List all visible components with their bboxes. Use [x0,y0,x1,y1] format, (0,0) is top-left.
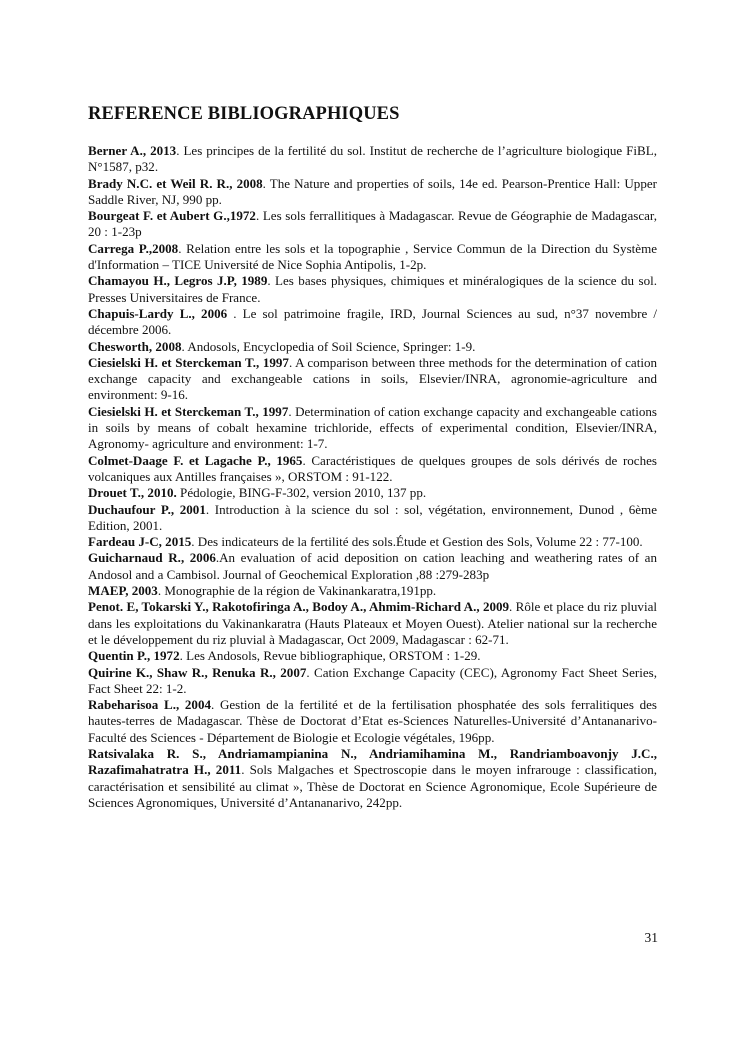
reference-text: . Monographie de la région de Vakinankaratra,191pp. [157,583,437,599]
reference-author: Ratsivalaka R. S., Andriamampianina N., Andriamihamina M., Randriamboavonjy J.C., Razafimahatratra H., 2011 [88,745,657,778]
reference-entry [88,550,657,583]
reference-text: . Le sol patrimoine fragile, IRD, Journal Sciences au sud, n°37 novembre / décembre 2006. [88,305,657,338]
reference-entry [88,208,657,241]
reference-author: MAEP, 2003 [88,583,158,599]
reference-text: . Introduction à la science du sol : sol, végétation, environnement, Dunod , 6ème Edition, 2001. [88,501,657,533]
reference-entry [88,339,657,355]
reference-entry [88,355,657,404]
reference-author: Quentin P., 1972 [88,648,180,664]
reference-author: Colmet-Daage F. et Lagache P., 1965 [88,452,303,468]
reference-author: Drouet T., 2010. [88,485,177,501]
reference-entry [88,404,657,453]
reference-entry [88,273,657,306]
page-title: REFERENCE BIBLIOGRAPHIQUES [88,104,400,124]
reference-text: . Cation Exchange Capacity (CEC), Agronomy Fact Sheet Series, Fact Sheet 22: 1-2. [88,664,658,696]
reference-text: . The Nature and properties of soils, 14e ed. Pearson-Prentice Hall: Upper Saddle River, NJ, 990 pp. [88,175,657,207]
reference-text: Pédologie, BING-F-302, version 2010, 137 pp. [176,485,427,501]
reference-text: . Gestion de la fertilité et de la fertilisation phosphatée des sols ferralitiques des hautes-terres de Madagascar. Thèse de Doctorat d’Etat es-Sciences Naturelles-Université d’Antananarivo-Faculté des Sciences - Département de Biologie et Ecologie végétales, 196pp. [88,697,658,745]
reference-author: Chamayou H., Legros J.P, 1989 [88,273,268,289]
reference-entry [88,648,657,664]
reference-text: . Andosols, Encyclopedia of Soil Science, Springer: 1-9. [181,338,476,354]
reference-entry [88,534,657,550]
reference-author: Ciesielski H. et Sterckeman T., 1997 [88,403,289,419]
reference-entry [88,665,657,698]
page-number: 31 [644,930,658,945]
reference-entry [88,485,657,501]
reference-author: Chesworth, 2008 [88,338,182,354]
reference-text: .An evaluation of acid deposition on cation leaching and weathering rates of an Andosol and a Cambisol. Journal of Geochemical Exploration ,88 :279-283p [88,550,657,582]
reference-text: . Les principes de la fertilité du sol. Institut de recherche de l’agriculture biologique FiBL, N°1587, p32. [88,143,657,175]
reference-author: Duchaufour P., 2001 [88,501,206,517]
reference-text: . Determination of cation exchange capacity and exchangeable cations in soils by means of cobalt hexamine trichloride, effects of experimental condition, Elsevier/INRA, Agronomy- agriculture and environment: 1-7. [88,403,657,452]
reference-entry [88,599,657,648]
reference-text: . Les bases physiques, chimiques et minéralogiques de la science du sol. Presses Universitaires de France. [88,273,657,305]
reference-text: . A comparison between three methods for the determination of cation exchange capacity and exchangeable cations in soils, Elsevier/INRA, agronomie-agriculture and environment: 9-16. [88,354,657,403]
reference-author: Rabeharisoa L., 2004 [88,697,212,713]
reference-text: . Les Andosols, Revue bibliographique, ORSTOM : 1-29. [179,648,481,664]
reference-text: . Des indicateurs de la fertilité des sols.Étude et Gestion des Sols, Volume 22 : 77-100. [191,534,643,550]
reference-text: . Caractéristiques de quelques groupes de sols dérivés de roches volcaniques aux Antilles françaises », ORSTOM : 91-122. [88,452,657,484]
reference-entry [88,583,657,599]
reference-author: Brady N.C. et Weil R. R., 2008 [88,175,263,191]
reference-author: Chapuis-Lardy L., 2006 [88,305,228,321]
document-page [88,104,657,811]
reference-author: Penot. E, Tokarski Y., Rakotofiringa A., Bodoy A., Ahmim-Richard A., 2009 [88,599,510,615]
reference-author: Carrega P.,2008 [88,240,179,256]
reference-author: Bourgeat F. et Aubert G.,1972 [88,208,256,224]
reference-entry [88,746,657,811]
reference-text: . Relation entre les sols et la topographie , Service Commun de la Direction du Système d'Information – TICE Université de Nice Sophia Antipolis, 1-2p. [88,240,658,273]
reference-author: Berner A., 2013 [88,143,177,158]
reference-author: Fardeau J-C, 2015 [88,534,192,550]
reference-author: Guicharnaud R., 2006 [88,550,216,566]
reference-entry [88,453,657,486]
reference-author: Quirine K., Shaw R., Renuka R., 2007 [88,664,307,680]
reference-entry [88,143,657,176]
reference-text: . Rôle et place du riz pluvial dans les exploitations du Vakinankaratra (Hauts Plateaux et Moyen Ouest). Atelier national sur la recherche et le développement du riz pluvial à Madagascar, Oct 2009, Madagascar : 62-71. [88,599,657,647]
reference-entry [88,176,657,209]
reference-text: . Les sols ferrallitiques à Madagascar. Revue de Géographie de Madagascar, 20 : 1-23p [88,208,657,240]
reference-entry [88,697,657,746]
reference-author: Ciesielski H. et Sterckeman T., 1997 [88,354,289,370]
reference-entry [88,241,657,274]
reference-list [88,143,657,811]
reference-text: . Sols Malgaches et Spectroscopie dans le moyen infrarouge : classification, caractérisation et sensibilité au climat », Thèse de Doctorat en Science Agronomique, Ecole Supérieure de Sciences Agronomiques, Université d’Antananarivo, 242pp. [88,762,657,810]
reference-entry [88,306,657,339]
reference-entry [88,502,657,535]
